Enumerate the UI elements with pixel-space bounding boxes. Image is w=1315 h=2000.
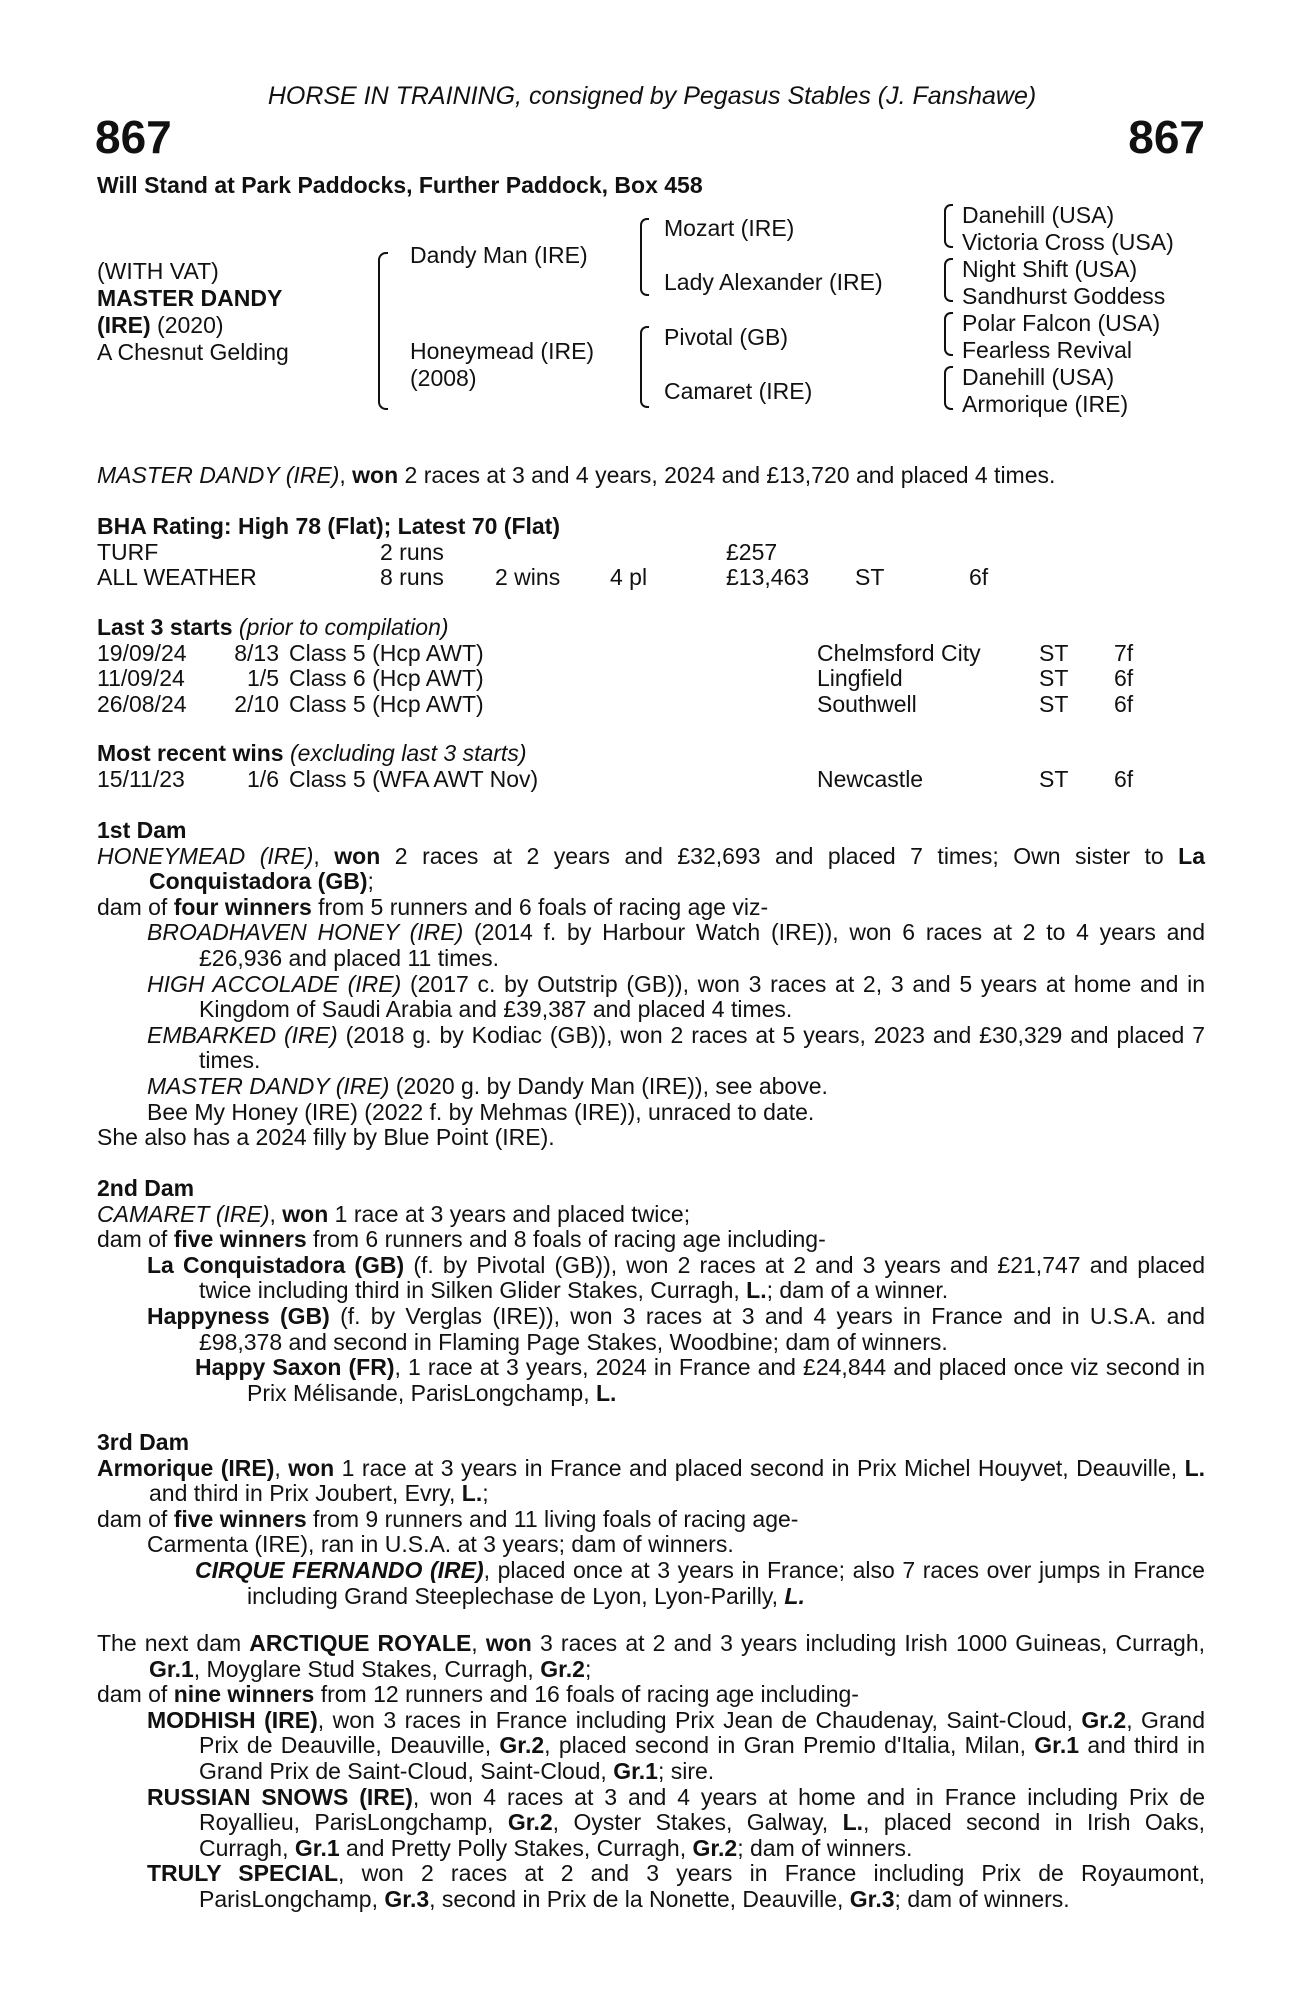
dam3-text: ; (482, 1480, 489, 1507)
dam2-winners: five winners (173, 1226, 307, 1253)
rating-placed: 4 pl (610, 564, 648, 591)
dam1-won: won (334, 842, 381, 869)
dam1-unraced: Bee My Honey (IRE) (2022 f. by Mehmas (IRE)), unraced to date. (147, 1098, 815, 1125)
dam2-produce-1 (97, 1253, 1205, 1304)
produce-text: , placed second in Irish Oaks, Curragh, (199, 1809, 1205, 1861)
next-produce-modhish (97, 1708, 1205, 1785)
sire-dam: Lady Alexander (IRE) (664, 269, 883, 295)
group-label: Gr.2 (507, 1809, 553, 1836)
third-dam: 3rd Dam Armorique (IRE), won 1 race at 3 years in France and placed second in Prix Michel Houyvet, Deauville, L. and third in Prix Joubert, Evry, L.; dam of five winners from 9 runners and 11 living foals of racing age- Carmenta (IRE), ran in U.S.A. at 3 years; dam of winners. CIRQUE FERNANDO (IRE), placed once at 3 years in France; also 7 races over jumps in France including Grand Steeplechase de Lyon, Lyon-Parilly, L. (97, 1429, 1206, 1609)
sire: Dandy Man (IRE) (410, 242, 588, 268)
group-label: Gr.2 (692, 1834, 738, 1861)
sire-sire: Mozart (IRE) (664, 215, 795, 241)
dam2-title: 2nd Dam (97, 1175, 195, 1201)
next-from: from 12 runners and 16 foals of racing age including- (314, 1681, 859, 1708)
produce-text: , second in Prix de la Nonette, Deauville, (429, 1885, 850, 1912)
produce-name: MASTER DANDY (IRE) (147, 1072, 390, 1099)
last3-note: (prior to compilation) (232, 614, 449, 640)
produce-text: (2018 g. by Kodiac (GB)), won 2 races at 5 years, 2023 and £30,329 and placed 7 times. (199, 1021, 1205, 1074)
dam2-grandproduce (97, 1355, 1205, 1406)
dss: Polar Falcon (USA) (962, 310, 1161, 336)
start-position: 1/5 (247, 665, 279, 692)
ddd: Armorique (IRE) (962, 391, 1129, 417)
rating-prize: £13,463 (726, 564, 810, 591)
start-date: 19/09/24 (97, 639, 187, 666)
horse-year: (2020) (150, 312, 224, 338)
first-dam: 1st Dam HONEYMEAD (IRE), won 2 races at 2 years and £32,693 and placed 7 times; Own sister to La Conquistadora (GB); dam of four winners from 5 runners and 6 foals of racing age viz- BROADHAVEN HONEY (IRE) (2014 f. by Harbour Watch (IRE)), won 6 races at 2 to 4 years and £26,936 and placed 11 times. HIGH ACCOLADE (IRE) (2017 c. by Outstrip (GB)), won 3 races at 2, 3 and 5 years at home and in Kingdom of Saudi Arabia and £39,387 and placed 4 times. EMBARKED (IRE) (2018 g. by Kodiac (GB)), won 2 races at 5 years, 2023 and £30,329 and placed 7 times. MASTER DANDY (IRE) (2020 g. by Dandy Man (IRE)), see above. Bee My Honey (IRE) (2022 f. by Mehmas (IRE)), unraced to date. She also has a 2024 filly by Blue Point (IRE). (97, 817, 1206, 1151)
rating-distance: 6f (969, 564, 989, 591)
produce-name: MODHISH (IRE) (147, 1706, 318, 1733)
listed-label: L. (784, 1582, 805, 1609)
win-date: 15/11/23 (97, 765, 185, 792)
group-label: Gr.2 (540, 1655, 585, 1682)
win-class: Class 5 (WFA AWT Nov) (289, 765, 539, 792)
dam3-title: 3rd Dam (97, 1429, 190, 1455)
produce-text: ; dam of winners. (894, 1885, 1070, 1912)
next-intro: The next dam (97, 1630, 250, 1656)
dam3-text: 1 race at 3 years in France and placed second in Prix Michel Houyvet, Deauville, (334, 1454, 1185, 1481)
next-dam: The next dam ARCTIQUE ROYALE, won 3 races at 2 and 3 years including Irish 1000 Guineas, Curragh, Gr.1, Moyglare Stud Stakes, Curragh, Gr.2; dam of nine winners from 12 runners and 16 foals of racing age including- MODHISH (IRE), won 3 races in France including Prix Jean de Chaudenay, Saint-Cloud, Gr.2, Grand Prix de Deauville, Deauville, Gr.2, placed second in Gran Premio d'Italia, Milan, Gr.1 and third in Grand Prix de Saint-Cloud, Saint-Cloud, Gr.1; sire. RUSSIAN SNOWS (IRE), won 4 races at 3 and 4 years at home and in France including Prix de Royallieu, ParisLongchamp, Gr.2, Oyster Stakes, Galway, L., placed second in Irish Oaks, Curragh, Gr.1 and Pretty Polly Stakes, Curragh, Gr.2; dam of winners. TRULY SPECIAL, won 2 races at 2 and 3 years in France including Prix de Royaumont, ParisLongchamp, Gr.3, second in Prix de la Nonette, Deauville, Gr.3; dam of winners. (97, 1630, 1206, 1912)
horse-vat: (WITH VAT) (97, 258, 219, 284)
dam1-dam-of: dam of (97, 893, 174, 920)
next-won: won (485, 1630, 532, 1656)
produce-name: La Conquistadora (GB) (147, 1251, 405, 1278)
dam2-dam-of: dam of (97, 1226, 174, 1253)
dam2-from: from 6 runners and 8 foals of racing age including- (306, 1226, 826, 1253)
dam3-grandproduce (97, 1558, 1205, 1609)
start-going: ST (1039, 639, 1069, 666)
rating-surface: ALL WEATHER (97, 564, 257, 591)
dam1-name: HONEYMEAD (IRE) (97, 842, 314, 869)
rating-row-aw (97, 565, 1205, 591)
produce-name: EMBARKED (IRE) (147, 1021, 338, 1048)
horse-description: A Chesnut Gelding (97, 339, 289, 365)
recent-note: (excluding last 3 starts) (283, 740, 527, 766)
dam1-title: 1st Dam (97, 817, 187, 843)
win-going: ST (1039, 765, 1069, 792)
rating-prize: £257 (726, 538, 778, 565)
produce-text: , 1 race at 3 years, 2024 in France and £24,844 and placed once viz second in Prix Mélisande, ParisLongchamp, (247, 1354, 1205, 1406)
dam2-won: won (282, 1200, 329, 1227)
start-class: Class 6 (Hcp AWT) (289, 665, 484, 692)
dam2-name: CAMARET (IRE) (97, 1200, 270, 1227)
start-date: 11/09/24 (97, 665, 185, 692)
dam-sire: Pivotal (GB) (664, 324, 788, 350)
produce-text: ; sire. (657, 1757, 715, 1784)
consignment-line: HORSE IN TRAINING, consigned by Pegasus Stables (J. Fanshawe) (267, 82, 1037, 110)
brace-g3-2 (944, 258, 953, 302)
dam1-produce-3 (97, 1023, 1205, 1074)
rating-row-turf (97, 540, 1205, 566)
produce-text: , Oyster Stakes, Galway, (552, 1809, 843, 1836)
horse-origin-year (97, 312, 224, 339)
pedigree-brace-sire (640, 218, 649, 296)
produce-text: , placed once at 3 years in France; also 7 races over jumps in France including Grand Steeplechase de Lyon, Lyon-Parilly, (247, 1556, 1205, 1609)
race-summary: MASTER DANDY (IRE), won 2 races at 3 and 4 years, 2024 and £13,720 and placed 4 times. (97, 462, 1056, 488)
group-label: Gr.1 (294, 1834, 340, 1861)
next-produce-truly-special (97, 1861, 1205, 1912)
produce-text: , won 3 races in France including Prix Jean de Chaudenay, Saint-Cloud, (317, 1706, 1082, 1733)
start-distance: 6f (1114, 690, 1134, 717)
next-produce-russian-snows (97, 1785, 1205, 1862)
next-text: , Moyglare Stud Stakes, Curragh, (193, 1655, 541, 1682)
next-winners: nine winners (173, 1681, 315, 1708)
recent-title: Most recent wins (97, 740, 284, 766)
horse-origin: (IRE) (97, 312, 151, 338)
rating-title: BHA Rating: High 78 (Flat); Latest 70 (Flat) (97, 513, 560, 539)
dam3-name: Armorique (IRE) (97, 1454, 275, 1481)
dam-dam: Camaret (IRE) (664, 378, 813, 404)
rating-section (97, 514, 1205, 591)
listed-label: L. (842, 1809, 864, 1836)
dds: Danehill (USA) (962, 364, 1115, 390)
start-position: 2/10 (234, 690, 279, 717)
start-course: Lingfield (817, 665, 903, 692)
brace-g3-3 (944, 312, 953, 356)
next-text: ; (584, 1655, 592, 1682)
produce-name: HIGH ACCOLADE (IRE) (147, 970, 402, 997)
produce-name: BROADHAVEN HONEY (IRE) (147, 919, 464, 946)
start-course: Southwell (817, 690, 917, 717)
start-row (97, 692, 1205, 718)
produce-text: (2017 c. by Outstrip (GB)), won 3 races at 2, 3 and 5 years at home and in Kingdom of Saudi Arabia and £39,387 and placed 4 times. (199, 970, 1205, 1023)
produce-text: (2014 f. by Harbour Watch (IRE)), won 6 races at 2 to 4 years and £26,936 and placed 11 times. (199, 919, 1205, 971)
sss: Danehill (USA) (962, 202, 1115, 228)
dam: Honeymead (IRE) (410, 338, 595, 364)
brace-g3-1 (944, 204, 953, 248)
summary-text: 2 races at 3 and 4 years, 2024 and £13,720 and placed 4 times. (398, 462, 1056, 488)
produce-name: RUSSIAN SNOWS (IRE) (147, 1783, 413, 1810)
dam-year: (2008) (410, 365, 477, 391)
group-label: Gr.1 (613, 1757, 658, 1784)
horse-name: MASTER DANDY (97, 285, 283, 311)
dam3-from: from 9 runners and 11 living foals of racing age- (306, 1505, 799, 1532)
stand-location: Will Stand at Park Paddocks, Further Paddock, Box 458 (97, 172, 703, 198)
group-label: Gr.3 (384, 1885, 430, 1912)
produce-text: (f. by Verglas (IRE)), won 3 races at 3 and 4 years in France and in U.S.A. and £98,378 and second in Flaming Page Stakes, Woodbine; dam of winners. (199, 1302, 1205, 1355)
dam3-winners: five winners (173, 1505, 307, 1532)
produce-text: ; dam of winners. (737, 1834, 913, 1861)
next-name: ARCTIQUE ROYALE (249, 1630, 472, 1656)
start-course: Chelmsford City (817, 639, 981, 666)
dam2-produce-2 (97, 1304, 1205, 1355)
produce-text: , won 2 races at 2 and 3 years in France including Prix de Royaumont, ParisLongchamp, (199, 1860, 1205, 1912)
lot-number-left: 867 (95, 111, 172, 163)
group-label: Gr.2 (1081, 1706, 1127, 1733)
produce-name: TRULY SPECIAL (147, 1860, 338, 1887)
brace-g3-4 (944, 366, 953, 410)
listed-label: L. (461, 1480, 483, 1507)
produce-name: CIRQUE FERNANDO (IRE) (195, 1556, 484, 1583)
listed-label: L. (596, 1379, 617, 1406)
summary-won: won (352, 462, 399, 488)
last3-title: Last 3 starts (97, 614, 233, 640)
start-class: Class 5 (Hcp AWT) (289, 639, 484, 666)
start-position: 8/13 (234, 639, 279, 666)
dam1-semicolon: ; (367, 868, 374, 895)
sdd: Sandhurst Goddess (962, 283, 1166, 309)
group-label: Gr.1 (149, 1655, 194, 1682)
listed-label: L. (1184, 1454, 1206, 1481)
dam3-produce-1: Carmenta (IRE), ran in U.S.A. at 3 years; dam of winners. (147, 1531, 734, 1558)
win-distance: 6f (1114, 765, 1134, 792)
rating-surface: TURF (97, 538, 159, 565)
sds: Night Shift (USA) (962, 256, 1138, 282)
produce-text: (f. by Pivotal (GB)), won 2 races at 2 and 3 years and £21,747 and placed twice including third in Silken Glider Stakes, Curragh, (199, 1251, 1205, 1304)
produce-text: and Pretty Polly Stakes, Curragh, (339, 1834, 693, 1861)
group-label: Gr.3 (849, 1885, 895, 1912)
dam3-won: won (288, 1454, 335, 1481)
dam1-also: She also has a 2024 filly by Blue Point (IRE). (97, 1124, 555, 1151)
next-text: 3 races at 2 and 3 years including Irish 1000 Guineas, Curragh, (531, 1630, 1205, 1656)
group-label: Gr.1 (1034, 1732, 1080, 1759)
win-row (97, 767, 1205, 793)
produce-name: Happy Saxon (FR) (195, 1354, 395, 1381)
start-class: Class 5 (Hcp AWT) (289, 690, 484, 717)
produce-text: ; dam of a winner. (766, 1277, 949, 1304)
start-row (97, 666, 1205, 692)
produce-text: (2020 g. by Dandy Man (IRE)), see above. (389, 1072, 828, 1099)
lot-number-right: 867 (1128, 111, 1205, 163)
produce-text: and third in Grand Prix de Saint-Cloud, Saint-Cloud, (199, 1732, 1205, 1784)
most-recent-wins (97, 741, 1205, 792)
produce-text: , won 4 races at 3 and 4 years at home and in France including Prix de Royallieu, ParisLongchamp, (199, 1783, 1206, 1836)
dam1-sister: La Conquistadora (GB) (149, 842, 1206, 895)
start-distance: 7f (1114, 639, 1134, 666)
dam1-produce-1 (97, 920, 1205, 971)
produce-name: Happyness (GB) (147, 1302, 330, 1329)
start-going: ST (1039, 690, 1069, 717)
last-3-starts (97, 615, 1205, 717)
start-date: 26/08/24 (97, 690, 187, 717)
start-distance: 6f (1114, 665, 1134, 692)
rating-runs: 8 runs (380, 564, 444, 591)
rating-going: ST (855, 564, 885, 591)
win-position: 1/6 (247, 765, 279, 792)
dam1-winners: four winners (173, 893, 312, 920)
produce-text: , placed second in Gran Premio d'Italia, Milan, (544, 1732, 1035, 1759)
pedigree-brace-dam (640, 326, 649, 408)
dam3-dam-of: dam of (97, 1505, 174, 1532)
next-dam-of: dam of (97, 1681, 174, 1708)
dam1-produce-4 (97, 1074, 1205, 1100)
win-course: Newcastle (817, 765, 924, 792)
produce-text: , Grand Prix de Deauville, Deauville, (199, 1706, 1205, 1759)
pedigree-brace-main (378, 252, 388, 410)
start-row (97, 641, 1205, 667)
rating-wins: 2 wins (495, 564, 561, 591)
dam1-text: 2 races at 2 years and £32,693 and placed 7 times; Own sister to (380, 842, 1179, 869)
dsd: Fearless Revival (962, 337, 1132, 363)
ssd: Victoria Cross (USA) (962, 229, 1174, 255)
start-going: ST (1039, 665, 1069, 692)
dam1-produce-2 (97, 972, 1205, 1023)
dam3-text: and third in Prix Joubert, Evry, (149, 1480, 462, 1507)
dam1-from: from 5 runners and 6 foals of racing age viz- (311, 893, 769, 920)
second-dam: 2nd Dam CAMARET (IRE), won 1 race at 3 years and placed twice; dam of five winners from 6 runners and 8 foals of racing age including- La Conquistadora (GB) (f. by Pivotal (GB)), won 2 races at 2 and 3 years and £21,747 and placed twice including third in Silken Glider Stakes, Curragh, L.; dam of a winner. Happyness (GB) (f. by Verglas (IRE)), won 3 races at 3 and 4 years in France and in U.S.A. and £98,378 and second in Flaming Page Stakes, Woodbine; dam of winners. Happy Saxon (FR), 1 race at 3 years, 2024 in France and £24,844 and placed once viz second in Prix Mélisande, ParisLongchamp, L. (97, 1175, 1205, 1406)
dam2-text: 1 race at 3 years and placed twice; (328, 1200, 691, 1227)
group-label: Gr.2 (499, 1732, 545, 1759)
listed-label: L. (746, 1277, 767, 1304)
summary-name: MASTER DANDY (IRE) (97, 462, 340, 488)
rating-runs: 2 runs (380, 538, 444, 565)
